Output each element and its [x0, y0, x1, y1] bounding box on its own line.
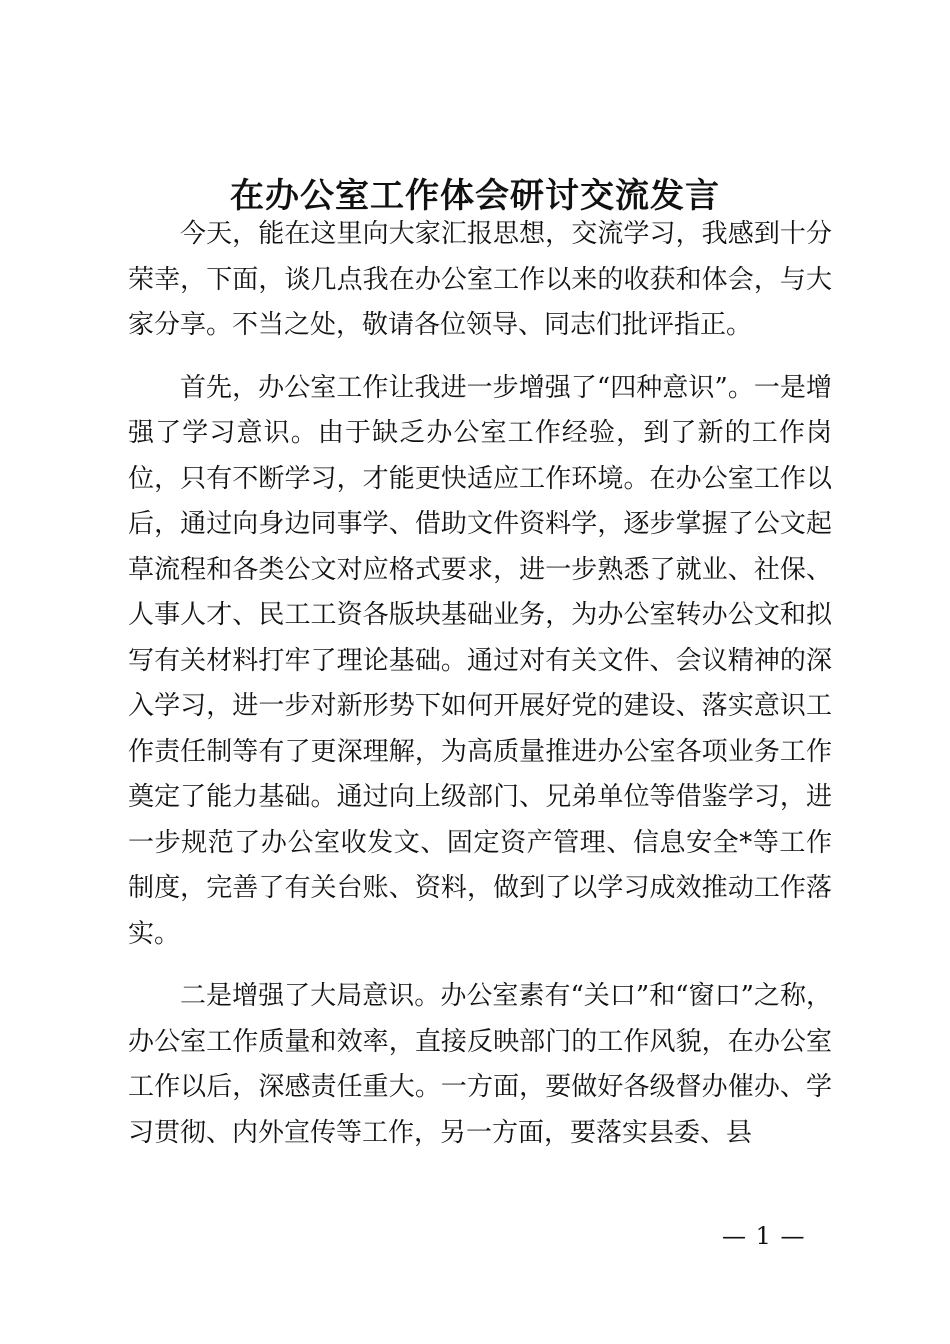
document-body — [128, 212, 832, 1156]
paragraph-first-point: 首先，办公室工作让我进一步增强了“四种意识”。一是增强了学习意识。由于缺乏办公室工作经验，到了新的工作岗位，只有不断学习，才能更快适应工作环境。在办公室工作以后，通过向身边同事学、借助文件资料学，逐步掌握了公文起草流程和各类公文对应格式要求，进一步熟悉了就业、社保、人事人才、民工工资各版块基础业务，为办公室转办公文和拟写有关材料打牢了理论基础。通过对有关文件、会议精神的深入学习，进一步对新形势下如何开展好党的建设、落实意识工作责任制等有了更深理解，为高质量推进办公室各项业务工作奠定了能力基础。通过向上级部门、兄弟单位等借鉴学习，进一步规范了办公室收发文、固定资产管理、信息安全*等工作制度，完善了有关台账、资料，做到了以学习成效推动工作落实。 — [128, 372, 832, 949]
page-number: — 1 — — [722, 1222, 806, 1250]
document-title: 在办公室工作体会研讨交流发言 — [230, 176, 720, 216]
paragraph-intro: 今天，能在这里向大家汇报思想，交流学习，我感到十分荣幸，下面，谈几点我在办公室工作以来的收获和体会，与大家分享。不当之处，敬请各位领导、同志们批评指正。 — [128, 219, 832, 340]
paragraph-second-point: 二是增强了大局意识。办公室素有“关口”和“窗口”之称，办公室工作质量和效率，直接反映部门的工作风貌，在办公室工作以后，深感责任重大。一方面，要做好各级督办催办、学习贯彻、内外宣传等工作，另一方面，要落实县委、县 — [128, 981, 832, 1148]
